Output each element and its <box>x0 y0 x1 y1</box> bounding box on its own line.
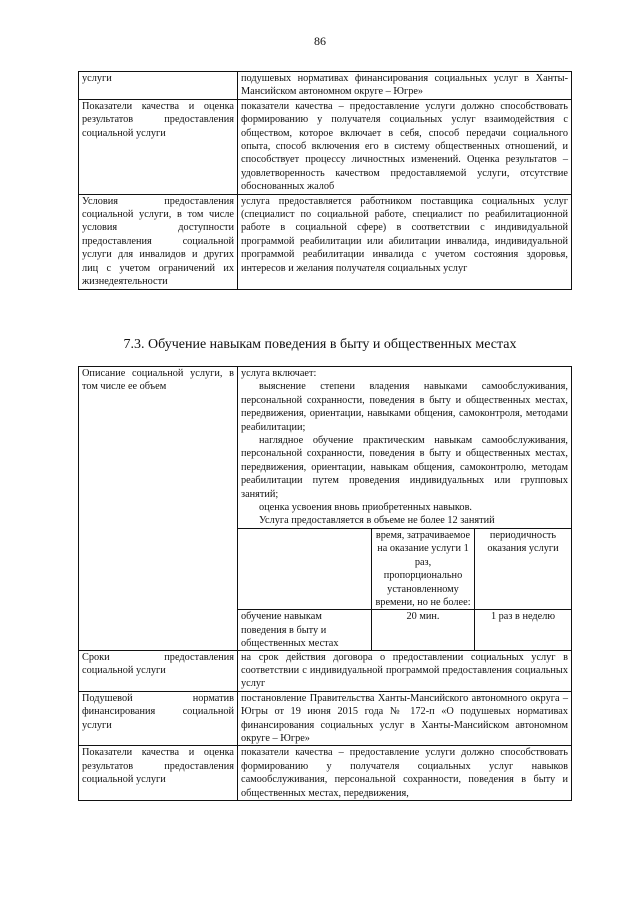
service-table-continued <box>78 71 572 290</box>
table-row <box>79 691 572 746</box>
table-row <box>79 194 572 289</box>
table-cell: 1 раз в неделю <box>475 610 572 651</box>
row-value: подушевых нормативах финансирования социальных услуг в Ханты-Мансийском автономном округе – Югре» <box>238 72 572 100</box>
table-row <box>238 610 571 651</box>
table-header-cell: время, затрачиваемое на оказание услуги 1 раз, пропорционально установленному времени, но не более: <box>372 528 475 609</box>
row-value: на срок действия договора о предоставлении социальных услуг в соответствии с индивидуальной программой предоставления социальных услуг <box>238 650 572 691</box>
description-item: выяснение степени владения навыками самообслуживания, персональной сохранности, поведения в быту и общественных местах, передвижения, ориентации, навыками общения, самоконтроля, методами реабилитации; <box>241 381 568 433</box>
row-label: Подушевой норматив финансирования социальной услуги <box>79 691 238 746</box>
page-number: 86 <box>314 34 326 48</box>
table-cell: обучение навыкам поведения в быту и общественных местах <box>238 610 372 651</box>
description-item: оценка усвоения вновь приобретенных навыков. <box>259 502 473 514</box>
row-value <box>238 367 572 651</box>
table-row <box>79 746 572 801</box>
row-label: Сроки предоставления социальной услуги <box>79 650 238 691</box>
row-value: постановление Правительства Ханты-Мансийского автономного округа – Югры от 19 июня 2015 года № 172-п «О подушевых нормативах финансирования социальных услуг в Ханты-Мансийском автономном округе – Югре» <box>238 691 572 746</box>
section-heading: 7.3. Обучение навыкам поведения в быту и общественных местах <box>123 337 517 352</box>
table-header-cell: периодичность оказания услуги <box>475 528 572 609</box>
row-label: Показатели качества и оценка результатов предоставления социальной услуги <box>79 99 238 194</box>
row-label: Условия предоставления социальной услуги, в том числе условия доступности предоставления социальной услуги для инвалидов и других лиц с учетом ограничений их жизнедеятельности <box>79 194 238 289</box>
table-row <box>238 528 571 609</box>
description-volume: Услуга предоставляется в объеме не более 12 занятий <box>259 515 495 527</box>
row-label: Описание социальной услуги, в том числе ее объем <box>79 367 238 651</box>
table-cell: 20 мин. <box>372 610 475 651</box>
row-label: услуги <box>79 72 238 100</box>
table-row <box>79 72 572 100</box>
table-header-cell <box>238 528 372 609</box>
description-intro: услуга включает: <box>241 368 317 379</box>
table-row <box>79 650 572 691</box>
service-table <box>78 366 572 801</box>
time-table <box>238 528 571 651</box>
row-value: показатели качества – предоставление услуги должно способствовать формированию у получателя социальных услуг навыков самообслуживания, персональной сохранности, поведения в быту и общественных местах, передвижения, <box>238 746 572 801</box>
row-label: Показатели качества и оценка результатов предоставления социальной услуги <box>79 746 238 801</box>
row-value: показатели качества – предоставление услуги должно способствовать формированию у получателя социальных услуг взаимодействия с обществом, которое включает в себя, способ передачи социального опыта, способ включения его в систему общественных отношений, и способствует процессу личностных изменений. Оценка результатов – удовлетворенность качеством предоставляемой услуги, отсутствие обоснованных жалоб <box>238 99 572 194</box>
table-row <box>79 99 572 194</box>
table-row <box>79 367 572 651</box>
description-item: наглядное обучение практическим навыкам самообслуживания, персональной сохранности, поведения в быту и общественных местах, передвижения, ориентации, навыкам общения, самоконтролю, методам реабилитации путем проведения индивидуальных или групповых занятий; <box>241 435 568 500</box>
row-value: услуга предоставляется работником поставщика социальных услуг (специалист по социальной работе, специалист по реабилитационной работе в социальной сфере) в соответствии с индивидуальной программой реабилитации или абилитации инвалида, индивидуальной программой реабилитации инвалида с учетом состояния здоровья, интересов и желания получателя социальных услуг <box>238 194 572 289</box>
